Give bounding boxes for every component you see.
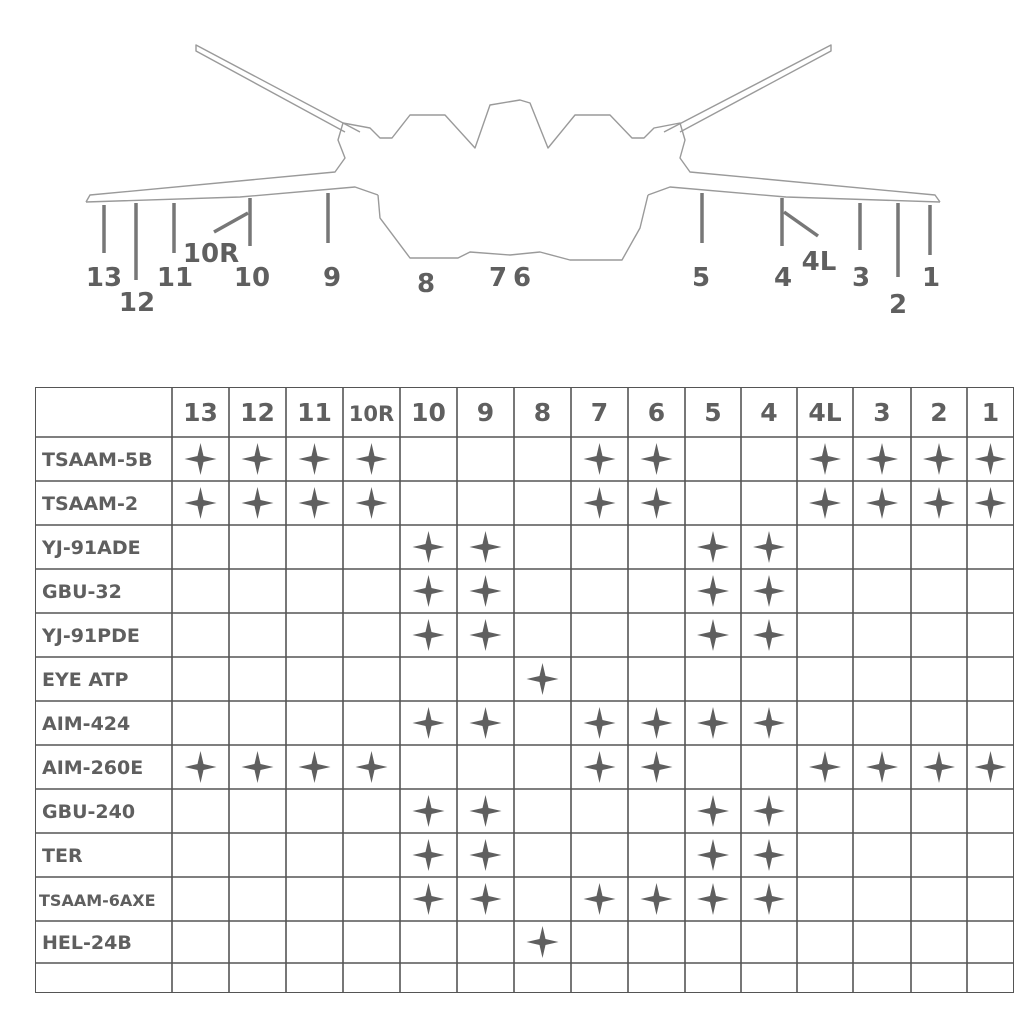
compatibility-star-mark (356, 443, 388, 475)
compatibility-star-mark (356, 487, 388, 519)
row-label: GBU-240 (42, 801, 136, 823)
compatibility-star-mark (697, 619, 729, 651)
compatibility-star-mark (242, 443, 274, 475)
compatibility-star-mark (923, 443, 955, 475)
column-header-6: 6 (647, 398, 666, 427)
row-label: TSAAM-6AXE (39, 891, 156, 910)
compatibility-star-mark (809, 751, 841, 783)
compatibility-star-mark (470, 795, 502, 827)
compatibility-star-mark (527, 663, 559, 695)
column-header-11: 11 (297, 398, 332, 427)
compatibility-star-mark (470, 619, 502, 651)
compatibility-star-mark (413, 707, 445, 739)
compatibility-star-mark (923, 751, 955, 783)
left-wing-outline (86, 100, 940, 202)
compatibility-star-mark (413, 883, 445, 915)
compatibility-star-mark (242, 751, 274, 783)
compatibility-star-mark (866, 751, 898, 783)
station-label-13: 13 (85, 263, 123, 293)
compatibility-star-mark (641, 707, 673, 739)
compatibility-star-mark (753, 531, 785, 563)
station-label-1: 1 (921, 263, 941, 293)
aircraft-outline-diagram (0, 0, 1024, 340)
station-labels (86, 239, 940, 320)
row-label: HEL-24B (42, 932, 132, 954)
row-label: TER (42, 845, 83, 867)
row-label: GBU-32 (42, 581, 122, 603)
right-wing-lower-edge (648, 187, 940, 202)
compatibility-star-mark (753, 707, 785, 739)
station-label-7: 7 (488, 263, 508, 293)
compatibility-star-mark (584, 707, 616, 739)
column-header-3: 3 (873, 398, 891, 427)
compatibility-star-mark (413, 795, 445, 827)
pylon-station-4l (784, 212, 818, 236)
compatibility-star-mark (242, 487, 274, 519)
compatibility-star-mark (470, 531, 502, 563)
column-header-13: 13 (183, 398, 218, 427)
compatibility-star-mark (413, 619, 445, 651)
compatibility-star-mark (584, 751, 616, 783)
aircraft-silhouette (86, 45, 940, 260)
table-column-headers (183, 398, 999, 427)
station-label-5: 5 (691, 263, 711, 293)
column-header-2: 2 (930, 398, 948, 427)
compatibility-star-mark (356, 751, 388, 783)
compatibility-star-mark (299, 443, 331, 475)
column-header-5: 5 (704, 398, 722, 427)
compatibility-star-mark (185, 443, 217, 475)
compatibility-star-mark (470, 707, 502, 739)
compatibility-star-mark (299, 487, 331, 519)
row-label: AIM-424 (42, 713, 131, 735)
compatibility-star-mark (641, 443, 673, 475)
compatibility-star-mark (753, 619, 785, 651)
compatibility-star-mark (809, 487, 841, 519)
compatibility-star-mark (753, 883, 785, 915)
station-label-12: 12 (118, 288, 156, 318)
compatibility-star-mark (527, 926, 559, 958)
weapons-compatibility-table (35, 387, 1014, 993)
fuselage-belly-outline (378, 195, 648, 260)
compatibility-star-mark (641, 487, 673, 519)
station-label-6: 6 (512, 263, 532, 293)
compatibility-star-mark (185, 487, 217, 519)
column-header-12: 12 (240, 398, 275, 427)
compatibility-star-mark (185, 751, 217, 783)
compatibility-star-mark (470, 575, 502, 607)
left-fin-outline (196, 45, 360, 132)
station-label-10r: 10R (182, 239, 240, 269)
compatibility-star-mark (413, 839, 445, 871)
pylon-station-10r (214, 213, 248, 232)
compatibility-star-mark (641, 751, 673, 783)
compatibility-star-mark (753, 839, 785, 871)
compatibility-star-mark (413, 531, 445, 563)
compatibility-star-mark (697, 839, 729, 871)
compatibility-star-mark (697, 575, 729, 607)
row-label: TSAAM-2 (42, 493, 139, 515)
compatibility-star-mark (975, 443, 1007, 475)
column-header-10r: 10R (348, 402, 395, 426)
compatibility-star-mark (697, 883, 729, 915)
compatibility-star-mark (584, 443, 616, 475)
compatibility-star-mark (697, 531, 729, 563)
row-label: YJ-91PDE (42, 625, 140, 647)
station-label-4l: 4L (801, 247, 837, 277)
station-label-11: 11 (156, 263, 194, 293)
station-label-3: 3 (851, 263, 871, 293)
station-label-2: 2 (888, 290, 908, 320)
compatibility-star-mark (584, 883, 616, 915)
column-header-4l: 4L (808, 398, 842, 427)
column-header-4: 4 (760, 398, 778, 427)
compatibility-star-mark (470, 883, 502, 915)
left-wing-lower-edge (86, 187, 378, 202)
column-header-8: 8 (533, 398, 552, 427)
station-label-10: 10 (233, 263, 271, 293)
row-label: EYE ATP (42, 669, 129, 691)
compatibility-star-mark (470, 839, 502, 871)
station-label-4: 4 (773, 263, 793, 293)
compatibility-star-mark (975, 751, 1007, 783)
compatibility-star-mark (641, 883, 673, 915)
station-label-9: 9 (322, 263, 342, 293)
right-fin-outline (664, 45, 831, 132)
compatibility-star-mark (866, 443, 898, 475)
column-header-10: 10 (411, 398, 446, 427)
compatibility-star-mark (866, 487, 898, 519)
row-label: TSAAM-5B (42, 449, 153, 471)
column-header-1: 1 (981, 398, 1000, 427)
compatibility-star-mark (697, 707, 729, 739)
column-header-7: 7 (590, 398, 609, 427)
compatibility-star-mark (584, 487, 616, 519)
compatibility-star-mark (923, 487, 955, 519)
station-label-8: 8 (416, 269, 436, 299)
compatibility-star-mark (975, 487, 1007, 519)
row-label: AIM-260E (42, 757, 144, 779)
table-grid-lines (35, 387, 1014, 993)
column-header-9: 9 (476, 398, 495, 427)
compatibility-star-mark (413, 575, 445, 607)
compatibility-star-mark (299, 751, 331, 783)
compatibility-star-mark (809, 443, 841, 475)
row-label: YJ-91ADE (42, 537, 141, 559)
compatibility-star-mark (753, 795, 785, 827)
compatibility-star-mark (697, 795, 729, 827)
compatibility-star-mark (753, 575, 785, 607)
